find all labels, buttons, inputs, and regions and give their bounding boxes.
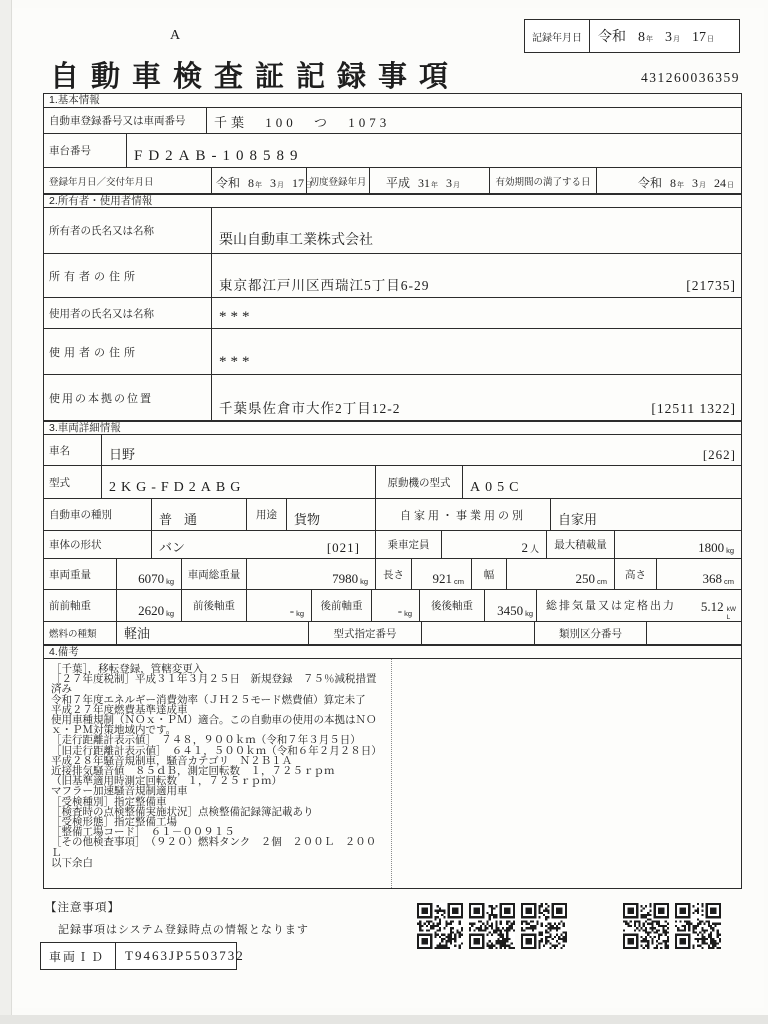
page-title: 自動車検査証記録事項 xyxy=(50,61,461,93)
remarks-text xyxy=(44,659,382,888)
remark-line: ［走行距離計表示値］ ７４８，９００ｋｍ（令和７年３月５日） xyxy=(51,734,361,747)
section-3-heading: 3.車両詳細情報 xyxy=(44,421,741,435)
user-name-label: 使用者の氏名又は名称 xyxy=(49,307,154,320)
gross-weight-value: 7980 kg xyxy=(246,559,375,589)
axle-rr-label: 後後軸重 xyxy=(419,590,484,621)
corner-mark: A xyxy=(170,28,181,43)
document-number: 431260036359 xyxy=(641,70,740,85)
remark-line: 済み xyxy=(51,683,72,696)
qr-code xyxy=(623,903,669,949)
record-date-box xyxy=(524,19,740,53)
row-model xyxy=(44,466,741,499)
scan-left-edge xyxy=(0,0,12,1024)
first-registration-label: 初度登録年月 xyxy=(306,168,369,193)
user-address-value: *** xyxy=(211,329,741,374)
remark-line: 令和７年度エネルギー消費効率（ＪＨ２５モード燃費値）算定未了 xyxy=(51,693,366,706)
body-shape-value: バン xyxy=(159,540,186,555)
length-value: 921 cm xyxy=(411,559,471,589)
engine-model-value: A05C xyxy=(462,466,741,498)
remark-line: ［検査時の点検整備実施状況］点検整備記録簿記載あり xyxy=(51,805,314,818)
max-load-label: 最大積載量 xyxy=(546,531,614,558)
vehicle-id-label: 車両ＩＤ xyxy=(41,943,116,969)
remark-line: ［受検形態］指定整備工場 xyxy=(51,816,177,829)
remark-line: 以下余白 xyxy=(51,856,93,869)
paper xyxy=(13,8,764,1008)
row-owner-name xyxy=(44,208,741,254)
vehicle-kind-label: 自動車の種別 xyxy=(49,509,112,521)
notice-title: 【注意事項】 xyxy=(45,902,120,914)
classification-number-label: 類別区分番号 xyxy=(534,622,646,644)
row-chassis xyxy=(44,134,741,168)
fuel-type-value: 軽油 xyxy=(116,622,308,644)
section-1-heading: 1.基本情報 xyxy=(44,94,741,108)
height-label: 高さ xyxy=(614,559,656,589)
base-location-cell xyxy=(211,375,741,420)
expiry-date-label: 有効期間の満了する日 xyxy=(489,168,596,193)
qr-code-group-right xyxy=(623,903,721,949)
registration-date-value: 令和 8 年 3 月 17 日 xyxy=(211,168,306,193)
owner-address-label: 所有者の住所 xyxy=(49,270,139,283)
vehicle-weight-value: 6070 kg xyxy=(116,559,181,589)
use-type-label: 用途 xyxy=(246,499,286,530)
expiry-date-value: 令和 8 年 3 月 24 日 xyxy=(596,168,741,193)
qr-code-group-left xyxy=(417,903,567,949)
chassis-number-label: 車台番号 xyxy=(49,145,91,157)
owner-address-cell xyxy=(211,254,741,297)
engine-model-label: 原動機の型式 xyxy=(375,466,462,498)
vehicle-id-value: T9463JP5503732 xyxy=(125,948,245,963)
row-axle-weights xyxy=(44,590,741,622)
max-load-value: 1800 kg xyxy=(614,531,741,558)
remark-line: ［２７年度税制］平成３１年３月２５日 新規登録 ７５％減税措置 xyxy=(51,673,377,686)
qr-code xyxy=(521,903,567,949)
remark-line: ［その他検査事項］ （９２０）燃料タンク ２個 ２００Ｌ ２００ xyxy=(51,836,377,849)
vehicle-make-cell xyxy=(101,435,741,465)
displacement-label: 総排気量又は定格出力 xyxy=(546,599,676,612)
document-table xyxy=(43,93,742,889)
registration-date-label: 登録年月日／交付年月日 xyxy=(49,176,154,188)
chassis-number-value: FD2AB-108589 xyxy=(126,134,741,167)
remark-line: マフラー加速騒音規制適用車 xyxy=(51,785,188,798)
body-shape-code: [021] xyxy=(326,540,360,555)
width-label: 幅 xyxy=(471,559,506,589)
row-kind xyxy=(44,499,741,531)
row-plate xyxy=(44,108,741,134)
row-user-address xyxy=(44,329,741,375)
type-designation-number-label: 型式指定番号 xyxy=(308,622,421,644)
length-label: 長さ xyxy=(375,559,411,589)
remark-line: 平成２８年騒音規制車，騒音カテゴリ Ｎ２Ｂ１Ａ xyxy=(51,754,293,767)
owner-name-label: 所有者の氏名又は名称 xyxy=(49,225,154,237)
axle-fr-label: 前後軸重 xyxy=(181,590,246,621)
remark-line: 平成２７年度燃費基準達成車 xyxy=(51,703,188,716)
displacement-cell xyxy=(536,590,741,621)
qr-code xyxy=(469,903,515,949)
section-2-heading: 2.所有者・使用者情報 xyxy=(44,194,741,208)
row-dates xyxy=(44,168,741,194)
owner-address-value: 東京都江戸川区西瑞江5丁目6-29 xyxy=(219,278,430,293)
type-designation-number-value xyxy=(421,622,534,644)
row-body-shape xyxy=(44,531,741,559)
model-code-label: 型式 xyxy=(49,476,70,489)
row-fuel xyxy=(44,622,741,645)
private-business-label: 自家用・事業用の別 xyxy=(375,499,550,530)
model-code-value: 2KG-FD2ABG xyxy=(101,466,375,498)
vehicle-make-value: 日野 xyxy=(109,447,136,462)
row-weights xyxy=(44,559,741,590)
use-type-value: 貨物 xyxy=(286,499,375,530)
qr-code xyxy=(675,903,721,949)
record-date-value: 令和 8 年 3 月 17 日 xyxy=(598,30,714,45)
remark-line: 近接排気騒音値 ８５ｄＢ，測定回転数 １，７２５ｒｐｍ xyxy=(51,765,335,778)
axle-ff-value: 2620 kg xyxy=(116,590,181,621)
seating-capacity-label: 乗車定員 xyxy=(375,531,441,558)
height-value: 368 cm xyxy=(656,559,741,589)
base-location-value: 千葉県佐倉市大作2丁目12-2 xyxy=(219,401,401,416)
scan-bottom-edge xyxy=(0,1015,768,1024)
axle-ff-label: 前前軸重 xyxy=(49,600,91,612)
remark-line: Ｌ xyxy=(51,846,62,859)
base-location-label: 使用の本拠の位置 xyxy=(49,392,153,405)
first-registration-value: 平成 31 年 3 月 xyxy=(369,168,489,193)
remark-line: ［整備工場コード］ ６１－００９１５ xyxy=(51,826,235,839)
row-base-location xyxy=(44,375,741,421)
vehicle-make-label: 車名 xyxy=(49,444,70,457)
vehicle-id-box xyxy=(40,942,245,970)
gross-weight-label: 車両総重量 xyxy=(181,559,246,589)
classification-number-value xyxy=(646,622,741,644)
vehicle-make-code: [262] xyxy=(702,447,736,462)
record-date-label: 記録年月日 xyxy=(525,20,590,52)
vehicle-weight-label: 車両重量 xyxy=(49,568,91,581)
remark-line: ［旧走行距離計表示値］ ６４１，５００ｋｍ（令和６年２月２８日） xyxy=(51,744,382,757)
displacement-value: 5.12 kW L xyxy=(700,598,736,621)
fuel-type-label: 燃料の種類 xyxy=(49,629,97,640)
user-address-label: 使用者の住所 xyxy=(49,346,139,359)
remark-line: ｘ・ＰＭ対策地域内です。 xyxy=(51,724,177,737)
user-name-value: *** xyxy=(211,298,741,328)
remark-line: ［受検種別］指定整備車 xyxy=(51,795,167,808)
private-business-value: 自家用 xyxy=(550,499,741,530)
qr-code xyxy=(417,903,463,949)
axle-rf-value: - kg xyxy=(371,590,419,621)
section-4-heading: 4.備考 xyxy=(44,645,741,659)
remark-line: ［千葉］，移転登録，管轄変更入 xyxy=(51,663,204,675)
width-value: 250 cm xyxy=(506,559,614,589)
plate-number-value: 千葉 100 つ 1073 xyxy=(206,108,741,133)
body-shape-label: 車体の形状 xyxy=(49,539,102,551)
notice-text: 記録事項はシステム登録時点の情報となります xyxy=(58,924,309,936)
remarks-divider xyxy=(391,659,392,888)
remarks-box xyxy=(44,659,741,888)
axle-fr-value: - kg xyxy=(246,590,311,621)
body-shape-cell xyxy=(151,531,375,558)
owner-name-value: 栗山自動車工業株式会社 xyxy=(211,208,741,253)
row-make xyxy=(44,435,741,466)
base-location-code: [12511 1322] xyxy=(651,401,736,416)
owner-address-code: [21735] xyxy=(686,278,736,293)
axle-rf-label: 後前軸重 xyxy=(311,590,371,621)
remark-line: （旧基準適用時測定回転数 １，７２５ｒｐｍ） xyxy=(51,775,282,788)
row-user-name xyxy=(44,298,741,329)
footer xyxy=(13,890,764,1008)
vehicle-kind-value: 普通 xyxy=(151,499,246,530)
remark-line: 使用車種規制（ＮＯｘ・ＰＭ）適合。この自動車の使用の本拠はＮＯ xyxy=(51,714,377,727)
plate-number-label: 自動車登録番号又は車両番号 xyxy=(49,115,186,127)
row-owner-address xyxy=(44,254,741,298)
axle-rr-value: 3450 kg xyxy=(484,590,536,621)
seating-capacity-value: 2 人 xyxy=(441,531,546,558)
